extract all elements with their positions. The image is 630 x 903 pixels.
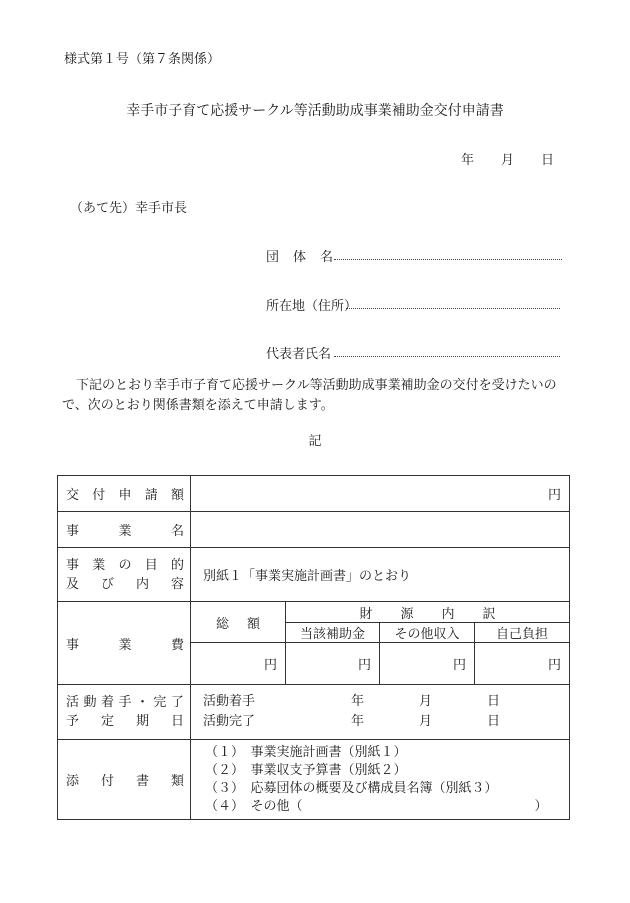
address-field[interactable] [346,308,560,309]
date-year-label: 年 [461,153,475,168]
group-name-field[interactable] [334,259,562,260]
addressee: （あて先）幸手市長 [70,201,188,216]
attachment-item: （３） 応募団体の概要及び構成員名簿（別紙３） [205,780,498,796]
schedule-fields[interactable] [191,685,570,740]
date-month-label: 月 [501,153,515,168]
other-attachment-field[interactable] [303,798,535,816]
cost-label: 事 業 費 [58,602,191,685]
total-label: 総 額 [191,602,286,643]
schedule-start-row[interactable]: 活動着手 年 月 日 [203,694,501,709]
purpose-label: 事 業 の 目 的 及 び 内 容 [58,548,191,602]
row-purpose [58,548,570,602]
subsidy-amount-field[interactable]: 円 [286,643,380,685]
attachments-label: 添 付 書 類 [58,740,191,820]
amount-label: 交 付 申 請 額 [58,476,191,512]
application-table [57,475,570,820]
row-attachments [58,740,570,820]
attachment-item: （１） 事業実施計画書（別紙１） [205,744,407,760]
representative-label: 代表者氏名 [266,347,332,362]
row-schedule [58,685,570,740]
funding-col-self-pay: 自己負担 [475,623,570,643]
funding-header: 財 源 内 訳 [286,602,570,623]
funding-col-subsidy: 当該補助金 [286,623,380,643]
application-statement: 下記のとおり幸手市子育て応援サークル等活動助成事業補助金の交付を受けたいので、次のとおり関係書類を添えて申請します。 [62,378,557,413]
address-label: 所在地（住所） [266,299,358,314]
document-title: 幸手市子育て応援サークル等活動助成事業補助金交付申請書 [126,103,504,119]
schedule-label: 活 動 着 手 ・ 完 了 予 定 期 日 [58,685,191,740]
row-amount [58,476,570,512]
attachment-item-other[interactable]: （４） その他（ ） [205,798,548,814]
attachment-item: （２） 事業収支予算書（別紙２） [205,762,407,778]
group-name-label: 団 体 名 [266,250,334,265]
amount-field[interactable]: 円 [191,476,570,512]
form-number: 様式第１号（第７条関係） [64,52,221,67]
self-pay-field[interactable]: 円 [475,643,570,685]
total-amount-field[interactable]: 円 [191,643,286,685]
row-project-name [58,512,570,548]
attachments-list [191,740,570,820]
row-cost-header [58,602,570,623]
representative-field[interactable] [334,356,560,357]
project-name-label: 事 業 名 [58,512,191,548]
funding-col-other-income: その他収入 [380,623,475,643]
ki-heading: 記 [308,434,322,449]
schedule-end-row[interactable]: 活動完了 年 月 日 [203,714,501,729]
purpose-value: 別紙１「事業実施計画書」のとおり [191,548,570,602]
date-day-label: 日 [541,153,555,168]
project-name-field[interactable] [191,512,570,548]
other-income-field[interactable]: 円 [380,643,475,685]
